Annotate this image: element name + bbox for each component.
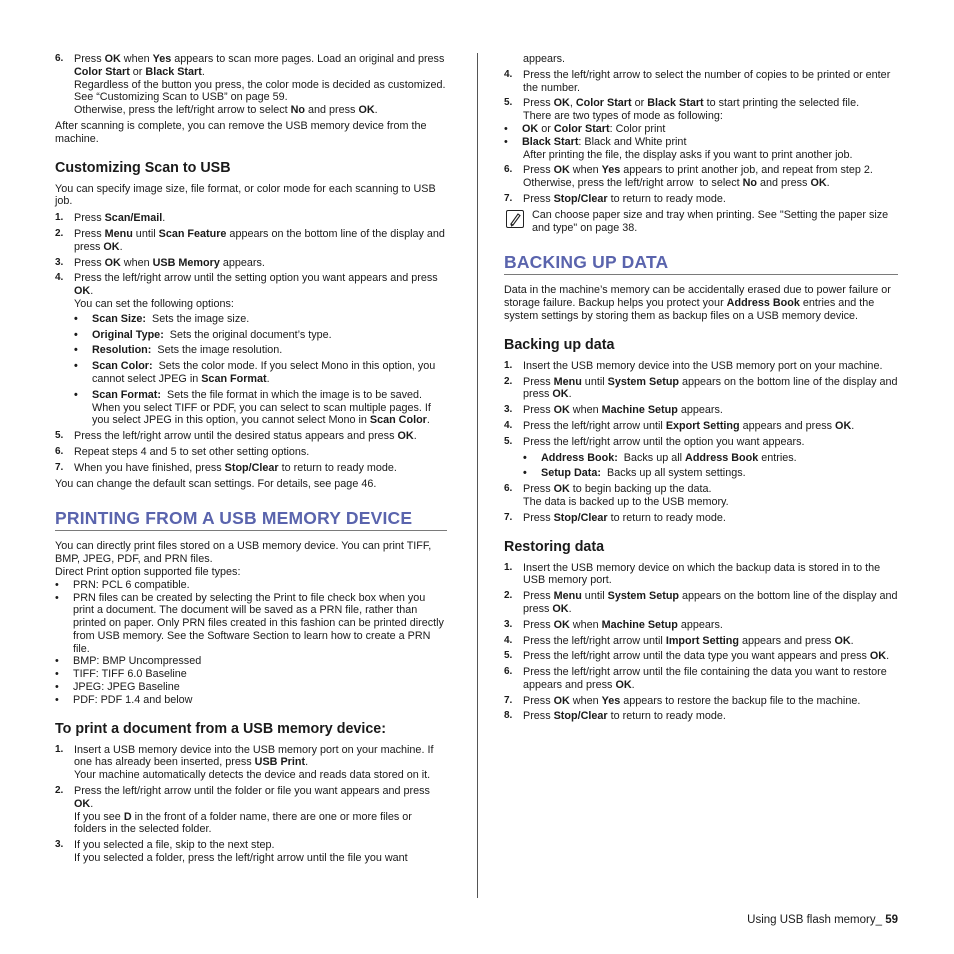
section-heading: To print a document from a USB memory device: — [55, 720, 387, 737]
list-item — [55, 462, 447, 475]
list-item — [55, 53, 447, 117]
step-text: Press the left/right arrow to select the number of copies to be printed or enter the number. — [523, 68, 891, 94]
step-text: Press Menu until System Setup appears on the bottom line of the display and press OK. — [523, 590, 898, 615]
list-item — [504, 97, 898, 110]
list-item — [504, 695, 898, 708]
step-text: Press OK, Color Start or Black Start to start printing the selected file. — [523, 97, 860, 110]
list-item — [504, 619, 898, 632]
chapter-heading: BACKING UP DATA — [504, 252, 898, 275]
note-text: Can choose paper size and tray when printing. See "Setting the paper size and type" on page 38. — [532, 208, 889, 234]
step-number: 4. — [55, 272, 64, 284]
step-number: 5. — [504, 97, 513, 109]
list-item — [504, 420, 898, 433]
note-box — [504, 209, 898, 235]
list-item — [504, 404, 898, 417]
step-number: 6. — [504, 483, 513, 495]
bullet-dot: • — [523, 451, 527, 464]
list-item — [504, 650, 898, 663]
step-number: 5. — [504, 650, 513, 662]
step-extra: The data is backed up to the USB memory. — [523, 495, 729, 508]
bullet-dot: • — [55, 655, 59, 668]
list-item — [504, 436, 898, 449]
step-text: Press the left/right arrow until the data type you want appears and press OK. — [523, 650, 890, 663]
step-text: Repeat steps 4 and 5 to set other setting options. — [74, 445, 310, 458]
step-text: Press the left/right arrow until the desired status appears and press OK. — [74, 430, 417, 443]
list-item — [55, 257, 447, 270]
bullet-text: JPEG: JPEG Baseline — [73, 681, 180, 694]
step-number: 8. — [504, 710, 513, 722]
list-item — [55, 839, 447, 865]
step-text: Insert a USB memory device into the USB memory port on your machine. If one has already been inserted, press USB Print. — [74, 743, 434, 769]
step-number: 7. — [55, 461, 64, 473]
step-number: 4. — [504, 68, 513, 80]
paragraph: Direct Print option supported file types: — [55, 565, 241, 578]
column-divider — [477, 53, 478, 898]
bullet-dot: • — [55, 668, 59, 681]
step-text: Regardless of the button you press, the color mode is decided as customized. See “Customizing Scan to USB” on page 59. — [74, 78, 446, 104]
bullet-dot: • — [74, 360, 78, 373]
bullet-text: Scan Format: Sets the file format in which the image is to be saved. When you select TIFF or PDF, you can select to scan multiple pages. If you select JPEG in this option, you cannot select Mono in Scan Color. — [92, 388, 431, 427]
bullet-text: Black Start: Black and White print — [522, 135, 687, 148]
step-number: 1. — [55, 212, 64, 224]
step-text: If you selected a file, skip to the next step. — [74, 839, 275, 852]
bullet-text: PDF: PDF 1.4 and below — [73, 693, 193, 706]
bullet-item — [504, 123, 898, 136]
step-number: 6. — [504, 666, 513, 678]
bullet-dot: • — [74, 312, 78, 325]
step-number: 3. — [504, 404, 513, 416]
step-text: Press the left/right arrow until Export Setting appears and press OK. — [523, 419, 855, 432]
step-number: 7. — [504, 511, 513, 523]
step-extra: If you see D in the front of a folder name, there are one or more files or folders in the selected folder. — [74, 810, 412, 836]
chapter-heading: PRINTING FROM A USB MEMORY DEVICE — [55, 508, 447, 531]
step-text: Press the left/right arrow until the setting option you want appears and press OK. — [74, 272, 438, 298]
bullet-text: TIFF: TIFF 6.0 Baseline — [73, 668, 187, 681]
page-footer — [747, 914, 898, 927]
bullet-text: Address Book: Backs up all Address Book entries. — [541, 451, 797, 464]
list-item — [55, 272, 447, 298]
list-item — [504, 562, 898, 588]
continued-text: appears. — [523, 53, 566, 65]
bullet-dot: • — [523, 467, 527, 480]
bullet-text: Scan Size: Sets the image size. — [92, 312, 250, 325]
list-item — [504, 666, 898, 692]
step-text: Press Menu until Scan Feature appears on the bottom line of the display and press OK. — [74, 227, 445, 253]
step-number: 2. — [504, 590, 513, 602]
bullet-dot: • — [74, 344, 78, 357]
step-text: Press Stop/Clear to return to ready mode. — [523, 710, 726, 723]
step-text: When you have finished, press Stop/Clear to return to ready mode. — [74, 461, 397, 474]
list-item — [504, 193, 898, 206]
bullet-item — [74, 313, 447, 326]
step-text: Insert the USB memory device into the USB memory port on your machine. — [523, 359, 883, 372]
bullet-dot: • — [55, 693, 59, 706]
step-text: Press OK when Yes appears to print another job, and repeat from step 2. Otherwise, press the left/right arrow to select No and press OK. — [523, 164, 873, 190]
step-extra: Your machine automatically detects the device and reads data stored on it. — [74, 769, 431, 782]
bullet-item — [55, 694, 447, 707]
paragraph: You can directly print files stored on a USB memory device. You can print TIFF, BMP, JPEG, PDF, and PRN files. — [55, 540, 432, 566]
left-column — [55, 53, 447, 868]
step-text: Press OK when Yes appears to restore the backup file to the machine. — [523, 694, 861, 707]
section-heading: Customizing Scan to USB — [55, 159, 231, 176]
note-icon — [506, 210, 524, 228]
step-number: 7. — [504, 192, 513, 204]
list-item — [55, 446, 447, 459]
step-text: Press OK when USB Memory appears. — [74, 256, 265, 269]
step-text: Otherwise, press the left/right arrow to select No and press OK. — [74, 104, 378, 117]
step-text: Press Menu until System Setup appears on the bottom line of the display and press OK. — [523, 375, 898, 401]
step-number: 7. — [504, 694, 513, 706]
bullet-item — [74, 389, 447, 427]
list-item — [504, 360, 898, 373]
step-text: Press the left/right arrow until the file containing the data you want to restore appears and press OK. — [523, 666, 887, 691]
bullet-text: BMP: BMP Uncompressed — [73, 655, 202, 668]
bullet-item — [74, 344, 447, 357]
step-number: 4. — [504, 419, 513, 431]
options-intro: You can set the following options: — [74, 297, 234, 310]
bullet-dot: • — [74, 388, 78, 401]
bullet-text: Original Type: Sets the original document’s type. — [92, 328, 332, 341]
list-item — [55, 744, 447, 782]
step-text: Press the left/right arrow until Import Setting appears and press OK. — [523, 634, 854, 647]
bullet-dot: • — [504, 135, 508, 148]
step-text: Press OK to begin backing up the data. — [523, 483, 712, 496]
list-item — [55, 430, 447, 443]
step-number: 1. — [504, 359, 513, 371]
bullet-text: OK or Color Start: Color print — [522, 122, 666, 135]
step-number: 6. — [55, 445, 64, 457]
step-text: Press Stop/Clear to return to ready mode. — [523, 192, 726, 205]
bullet-item — [55, 681, 447, 694]
step-text: Press the left/right arrow until the option you want appears. — [523, 435, 805, 448]
step-text: Press OK when Machine Setup appears. — [523, 618, 723, 631]
list-item — [55, 228, 447, 254]
bullet-dot: • — [74, 328, 78, 341]
bullet-dot: • — [55, 681, 59, 694]
list-item — [504, 635, 898, 648]
paragraph: You can specify image size, file format, or color mode for each scanning to USB job. — [55, 182, 436, 208]
list-item — [504, 164, 898, 190]
step-number: 3. — [55, 839, 64, 851]
step-number: 6. — [504, 164, 513, 176]
section-heading: Backing up data — [504, 336, 615, 353]
bullet-text: Resolution: Sets the image resolution. — [92, 344, 283, 357]
modes-after: After printing the file, the display asks if you want to print another job. — [523, 148, 853, 161]
step-number: 2. — [55, 785, 64, 797]
bullet-text: PRN files can be created by selecting the Print to file check box when you print a document. The document will be saved as a PRN file, rather than printed on paper. Only PRN files created in this fashion can be printed directly from USB memory. See the Software Section to learn how to create a PRN file. — [73, 591, 444, 655]
bullet-item — [523, 452, 898, 465]
step-number: 5. — [504, 435, 513, 447]
bullet-text: PRN: PCL 6 compatible. — [73, 578, 190, 591]
list-item — [504, 512, 898, 525]
step-number: 1. — [55, 743, 64, 755]
modes-intro: There are two types of mode as following: — [523, 110, 723, 123]
step-extra: If you selected a folder, press the left/right arrow until the file you want — [74, 852, 408, 865]
bullet-item — [55, 668, 447, 681]
bullet-text: Setup Data: Backs up all system settings. — [541, 467, 746, 480]
bullet-item — [504, 136, 898, 149]
step-number: 4. — [504, 634, 513, 646]
bullet-item — [74, 360, 447, 386]
bullet-text: Scan Color: Sets the color mode. If you select Mono in this option, you cannot select JPEG in Scan Format. — [92, 360, 436, 385]
step-number: 5. — [55, 430, 64, 442]
list-item — [504, 69, 898, 95]
right-column — [504, 53, 898, 726]
list-item — [55, 212, 447, 225]
list-item — [55, 785, 447, 836]
bullet-dot: • — [504, 122, 508, 135]
bullet-item — [55, 579, 447, 592]
list-item — [504, 710, 898, 723]
bullet-item — [74, 329, 447, 342]
page-number: 59 — [885, 914, 898, 926]
step-text: Press the left/right arrow until the folder or file you want appears and press OK. — [74, 785, 430, 810]
bullet-dot: • — [55, 578, 59, 591]
footer-text: Using USB flash memory_ — [747, 914, 886, 926]
bullet-item — [523, 467, 898, 480]
bullet-item — [55, 592, 447, 656]
step-number: 2. — [55, 227, 64, 239]
bullet-dot: • — [55, 591, 59, 604]
step-number: 3. — [55, 256, 64, 268]
step-text: Press Stop/Clear to return to ready mode. — [523, 511, 726, 524]
list-item — [504, 590, 898, 616]
step-text: Press Scan/Email. — [74, 212, 166, 225]
paragraph: After scanning is complete, you can remove the USB memory device from the machine. — [55, 119, 427, 145]
paragraph: You can change the default scan settings. For details, see page 46. — [55, 477, 377, 490]
step-number: 2. — [504, 375, 513, 387]
list-item — [504, 483, 898, 509]
step-number: 3. — [504, 618, 513, 630]
step-number: 6. — [55, 53, 64, 64]
step-text: Press OK when Machine Setup appears. — [523, 404, 723, 417]
paragraph: Data in the machine’s memory can be accidentally erased due to power failure or storage failure. Backup helps you protect your Address Book entries and the system settings by storing them as backup files on a USB memory device. — [504, 284, 891, 322]
list-item — [504, 376, 898, 402]
step-text: Press OK when Yes appears to scan more pages. Load an original and press Color Start or Black Start. — [74, 53, 445, 78]
bullet-item — [55, 655, 447, 668]
section-heading: Restoring data — [504, 538, 605, 555]
step-number: 1. — [504, 561, 513, 573]
step-text: Insert the USB memory device on which the backup data is stored in to the USB memory port. — [523, 561, 881, 587]
